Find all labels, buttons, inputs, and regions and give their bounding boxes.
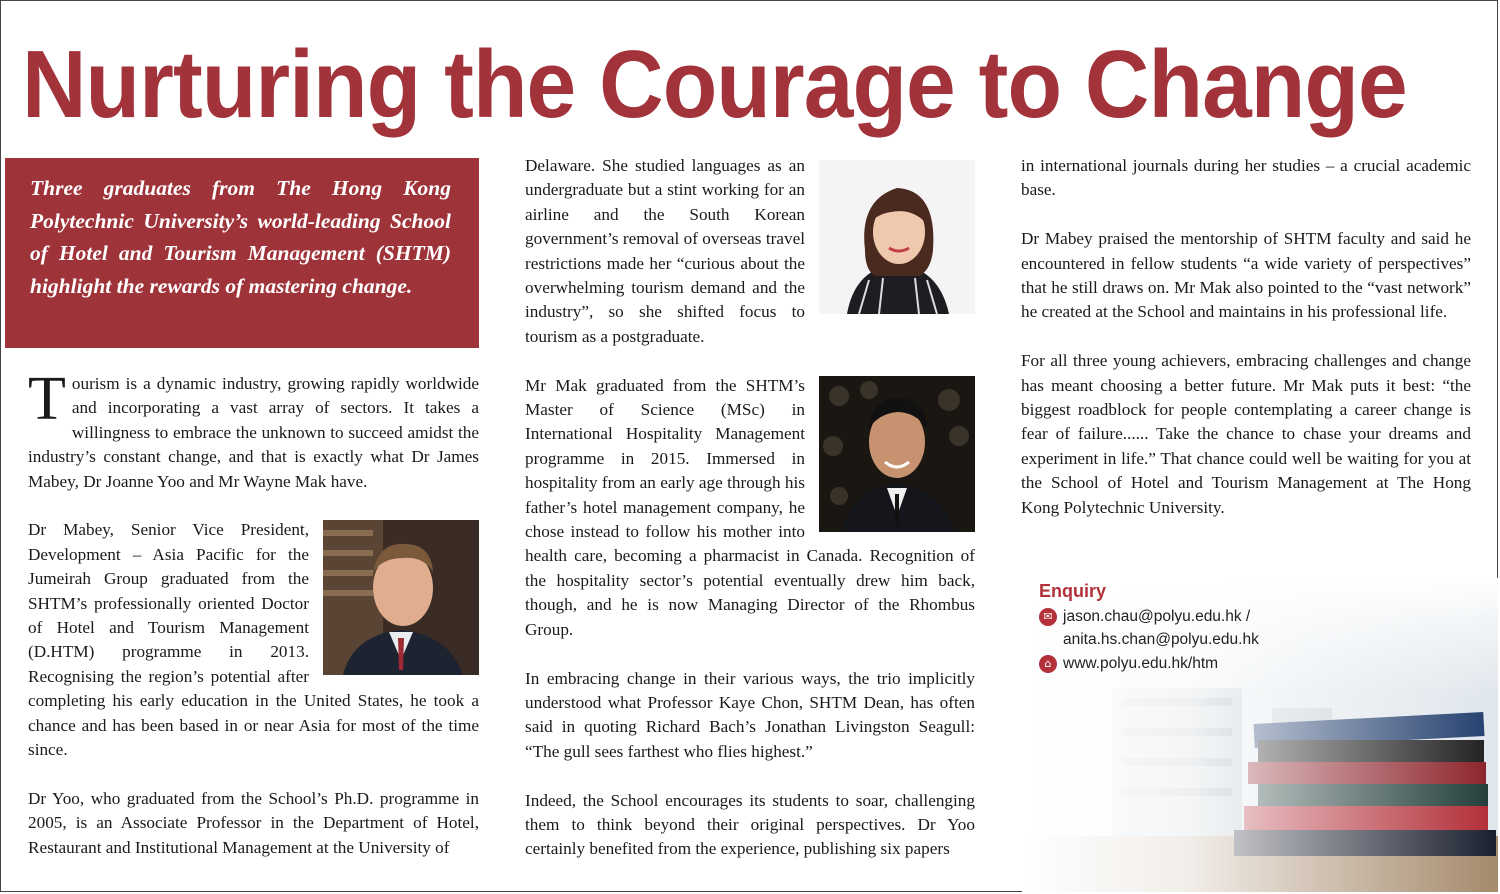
drop-cap: T xyxy=(28,365,66,433)
column-1 xyxy=(28,365,479,884)
email-link[interactable]: jason.chau@polyu.edu.hk / xyxy=(1063,608,1251,625)
paragraph: Indeed, the School encourages its students to soar, challenging them to think beyond their original perspectives. Dr Yoo certainly benefited from the experience, publishing six papers xyxy=(525,790,975,859)
paragraph: In embracing change in their various ways, the trio implicitly understood what Professor Kaye Chon, SHTM Dean, has often said in quoting Richard Bach’s Jonathan Livingston Seagull: “The gull sees farthest who flies highest.” xyxy=(525,668,975,761)
headline: Nurturing the Courage to Change xyxy=(22,31,1407,138)
paragraph-text: Delaware. She studied languages as an undergraduate but a stint working for an airline and the South Korean government’s removal of overseas travel restrictions made her “curious about the overwhelming tourism demand and the industry”, so she shifted focus to tourism as a postgraduate. xyxy=(525,156,805,346)
photo-james-mabey xyxy=(323,520,479,675)
photo-joanne-yoo xyxy=(819,160,975,314)
paragraph xyxy=(525,154,975,349)
column-2 xyxy=(525,154,975,886)
enquiry-box xyxy=(1022,578,1498,892)
paragraph: Dr Mabey praised the mentorship of SHTM faculty and said he encountered in fellow students “a wide variety of perspectives” that he still draws on. Mr Mak also pointed to the “vast network” he created at the School and maintains in his professional life. xyxy=(1021,229,1471,322)
email-link[interactable]: anita.hs.chan@polyu.edu.hk xyxy=(1063,631,1259,648)
paragraph xyxy=(525,374,975,642)
paragraph: Dr Yoo, who graduated from the School’s Ph.D. programme in 2005, is an Associate Professor in the Department of Hotel, Restaurant and Institutional Management at the University of xyxy=(28,788,479,857)
paragraph xyxy=(28,518,479,762)
paragraph: For all three young achievers, embracing challenges and change has meant choosing a better future. Mr Mak puts it best: “the biggest roadblock for people contemplating a career change is fear of failure...... Take the chance to chase your dreams and experiment in life.” That chance could well be waiting for you at the School of Hotel and Tourism Management at The Hong Kong Polytechnic University. xyxy=(1021,351,1471,517)
enquiry-title: Enquiry xyxy=(1039,581,1107,601)
mouse-icon: ⌂ xyxy=(1039,655,1057,673)
paragraph: in international journals during her studies – a crucial academic base. xyxy=(1021,156,1471,200)
website-link[interactable]: www.polyu.edu.hk/htm xyxy=(1063,655,1219,672)
paragraph xyxy=(28,365,479,494)
intro-box: Three graduates from The Hong Kong Polytechnic University’s world-leading School of Hotel and Tourism Management (SHTM) highlight the rewards of mastering change. xyxy=(5,158,479,348)
email-icon: ✉ xyxy=(1039,608,1057,626)
paragraph-text: ourism is a dynamic industry, growing rapidly worldwide and incorporating a vast array of sectors. It takes a willingness to embrace the unknown to succeed amidst the industry’s constant change, and that is exactly what Dr James Mabey, Dr Joanne Yoo and Mr Wayne Mak have. xyxy=(28,374,479,491)
photo-wayne-mak xyxy=(819,376,975,532)
paragraph-text: Dr Mabey, Senior Vice President, Development – Asia Pacific for the Jumeirah Group graduated from the SHTM’s professionally oriented Doctor of Hotel and Tourism Management (D.HTM) programme in 2013. Recognising the region’s potential after completing his early education in the United States, he took a chance and has been based in or near Asia for most of the time since. xyxy=(28,520,479,760)
column-3 xyxy=(1021,154,1471,544)
paragraph-text: Mr Mak graduated from the SHTM’s Master of Science (MSc) in International Hospitality Management programme in 2015. Immersed in hospitality from an early age through his father’s hotel management company, he chose instead to follow his mother into health care, becoming a pharmacist in Canada. Recognition of the hospitality sector’s potential eventually drew him back, though, and he is now Managing Director of the Rhombus Group. xyxy=(525,375,975,639)
